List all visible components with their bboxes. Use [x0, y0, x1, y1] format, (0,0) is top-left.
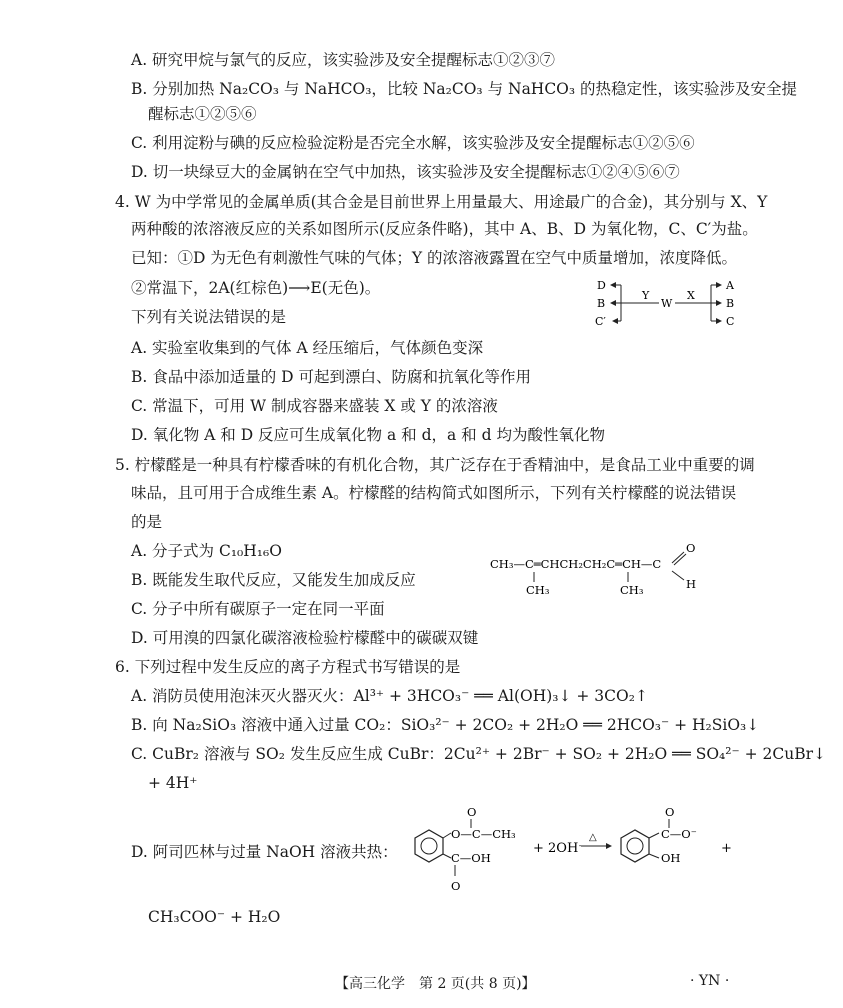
q6-stem: 6. 下列过程中发生反应的离子方程式书写错误的是 [115, 658, 461, 676]
q5-citral-structure [490, 538, 705, 600]
product-carboxylate: C—O⁻ [661, 827, 697, 841]
q6-option-c-line2: + 4H⁺ [148, 774, 198, 792]
q5-stem-line3: 的是 [131, 513, 163, 531]
reactant-top-o: O [467, 805, 477, 819]
q5-stem-line1: 5. 柠檬醛是一种具有柠檬香味的有机化合物，其广泛存在于香精油中，是食品工业中重要的调 [115, 456, 755, 474]
q3-option-b-line1: B. 分别加热 Na₂CO₃ 与 NaHCO₃，比较 Na₂CO₃ 与 NaHCO₃ 的热稳定性，该实验涉及安全提 [131, 80, 798, 98]
citral-aldehyde-h: H [686, 577, 697, 591]
q6-aspirin-equation [393, 798, 743, 902]
q6-option-d-label: D. 阿司匹林与过量 NaOH 溶液共热： [131, 843, 398, 861]
q4-known-line1: 已知：①D 为无色有刺激性气味的气体；Y 的浓溶液露置在空气中质量增加，浓度降低。 [131, 249, 738, 267]
footer-page-info: 【高三化学 第 2 页(共 8 页)】 [335, 976, 536, 992]
diagram-right-a: A [726, 279, 734, 292]
q6-option-d-tail: CH₃COO⁻ + H₂O [148, 908, 281, 926]
q4-stem-line1: 4. W 为中学常见的金属单质(其合金是目前世界上用量最大、用途最广的合金)，其分别与 X、Y [115, 193, 768, 211]
diagram-right-b: B [726, 297, 735, 310]
heat-symbol: △ [589, 832, 597, 843]
q4-stem-line2: 两种酸的浓溶液反应的关系如图所示(反应条件略)，其中 A、B、D 为氧化物，C、C′为盐。 [131, 220, 758, 238]
q5-stem-line2: 味品，且可用于合成维生素 A。柠檬醛的结构简式如图所示，下列有关柠檬醛的说法错误 [131, 484, 737, 502]
q3-option-a: A. 研究甲烷与氯气的反应，该实验涉及安全提醒标志①②③⑦ [131, 51, 556, 69]
footer-code: · YN · [690, 973, 730, 989]
q4-known-line2: ②常温下，2A(红棕色)⟶E(无色)。 [131, 279, 381, 297]
reactant-bottom-o: O [451, 879, 461, 893]
citral-aldehyde-o: O [686, 541, 696, 555]
q6-option-b: B. 向 Na₂SiO₃ 溶液中通入过量 CO₂：SiO₃²⁻ + 2CO₂ + 2H₂O ══ 2HCO₃⁻ + H₂SiO₃↓ [131, 716, 760, 734]
q4-reaction-diagram [595, 276, 740, 334]
diagram-y: Y [642, 289, 650, 302]
q5-option-b: B. 既能发生取代反应，又能发生加成反应 [131, 571, 416, 589]
product-hydroxyl: OH [661, 851, 681, 865]
q4-option-c: C. 常温下，可用 W 制成容器来盛装 X 或 Y 的浓溶液 [131, 397, 498, 415]
diagram-right-c: C [726, 315, 735, 328]
reactant-cooh: C—OH [451, 851, 491, 865]
q4-option-b: B. 食品中添加适量的 D 可起到漂白、防腐和抗氧化等作用 [131, 368, 532, 386]
hydroxide: + 2OH⁻ [533, 841, 586, 856]
citral-main-chain: CH₃—C═CHCH₂CH₂C═CH—C [490, 557, 662, 571]
diagram-x: X [687, 289, 695, 302]
q3-option-c: C. 利用淀粉与碘的反应检验淀粉是否完全水解，该实验涉及安全提醒标志①②⑤⑥ [131, 134, 695, 152]
q5-option-a: A. 分子式为 C₁₀H₁₆O [131, 542, 282, 560]
q5-option-c: C. 分子中所有碳原子一定在同一平面 [131, 600, 385, 618]
q4-ask: 下列有关说法错误的是 [131, 308, 287, 326]
q4-option-d: D. 氧化物 A 和 D 反应可生成氧化物 a 和 d，a 和 d 均为酸性氧化物 [131, 426, 605, 444]
diagram-left-b: B [597, 297, 606, 310]
q3-option-d: D. 切一块绿豆大的金属钠在空气中加热，该实验涉及安全提醒标志①②④⑤⑥⑦ [131, 163, 680, 181]
q5-option-d: D. 可用溴的四氯化碳溶液检验柠檬醛中的碳碳双键 [131, 629, 479, 647]
product-top-o: O [665, 805, 675, 819]
citral-methyl-1: CH₃ [526, 583, 550, 597]
reactant-ester: O—C—CH₃ [451, 827, 516, 841]
diagram-left-d: D [597, 279, 606, 292]
diagram-w: W [661, 297, 673, 310]
q6-option-c-line1: C. CuBr₂ 溶液与 SO₂ 发生反应生成 CuBr：2Cu²⁺ + 2Br⁻ + SO₂ + 2H₂O ══ SO₄²⁻ + 2CuBr↓ [131, 745, 826, 763]
citral-methyl-2: CH₃ [620, 583, 644, 597]
product-plus: + [721, 841, 732, 856]
q4-option-a: A. 实验室收集到的气体 A 经压缩后，气体颜色变深 [131, 339, 484, 357]
q3-option-b-line2: 醒标志①②⑤⑥ [148, 105, 257, 123]
diagram-left-c-prime: C′ [595, 315, 606, 328]
q6-option-a: A. 消防员使用泡沫灭火器灭火：Al³⁺ + 3HCO₃⁻ ══ Al(OH)₃↓ + 3CO₂↑ [131, 687, 648, 705]
